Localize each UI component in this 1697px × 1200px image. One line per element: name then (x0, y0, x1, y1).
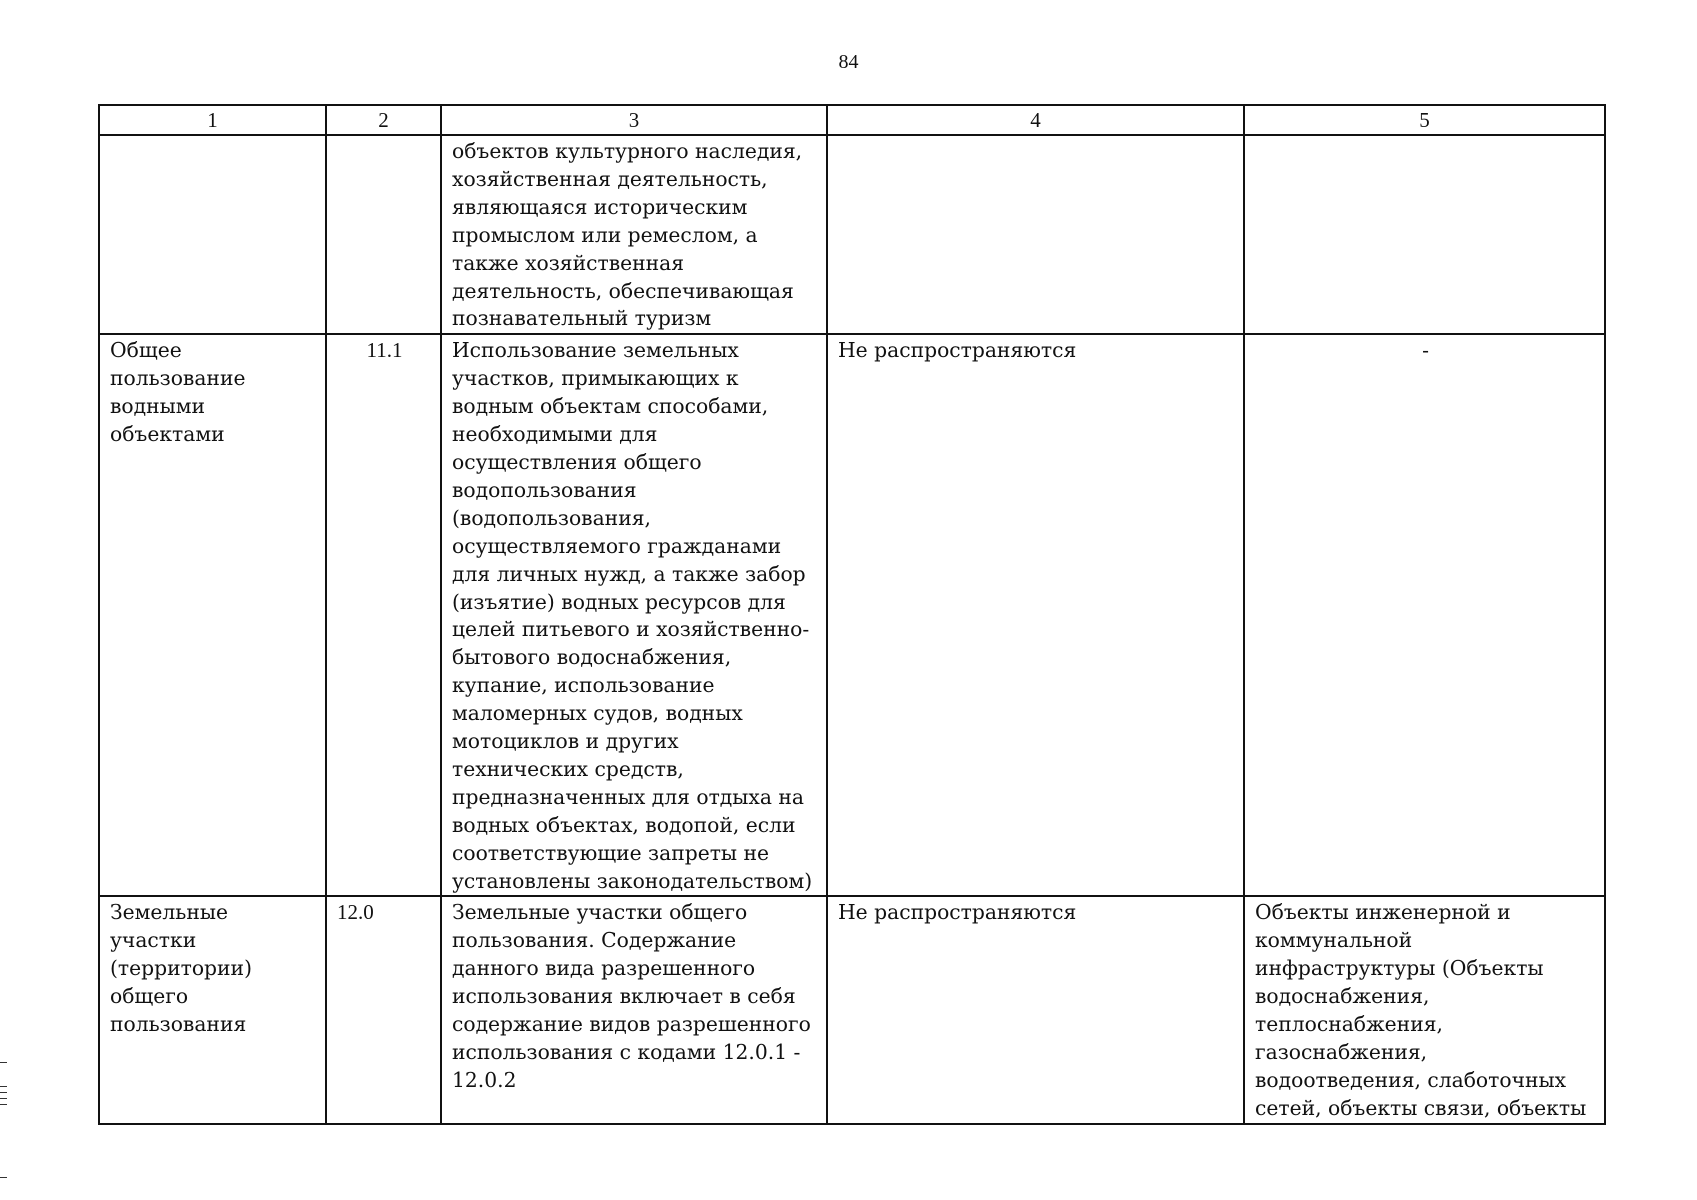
column-header-1: 1 (99, 105, 326, 135)
column-4-value: Не распространяются (838, 338, 1077, 363)
land-use-description: Использование земельных участков, примыкающих к водным объектам способами, необходимыми для осуществления общего водопользования (водопользования, осуществляемого гражданами для личных нужд, а также забор (изъятие) водных ресурсов для целей питьевого и хозяйственно-бытового водоснабжения, купание, использование маломерных судов, водных мотоциклов и других технических средств, предназначенных для отдыха на водных объектах, водопой, если соответствующие запреты не установлены законодательством) (452, 338, 813, 893)
page-number: 84 (838, 51, 859, 73)
column-header-4: 4 (827, 105, 1244, 135)
table-row (99, 135, 1605, 334)
column-5-value (1245, 136, 1604, 138)
land-use-name: Общее пользование водными объектами (110, 338, 246, 447)
scan-margin-mark (0, 1098, 7, 1099)
scan-margin-mark (0, 1104, 7, 1105)
land-use-name-cell (99, 896, 326, 1123)
table-row (99, 896, 1605, 1123)
land-use-code-cell (326, 334, 441, 896)
description-cell (441, 334, 827, 896)
column-5-cell (1244, 135, 1605, 334)
description-cell (441, 896, 827, 1123)
column-4-cell (827, 135, 1244, 334)
column-4-cell (827, 896, 1244, 1123)
scan-margin-mark (0, 1062, 7, 1063)
column-4-value: Не распространяются (838, 900, 1077, 925)
column-4-value (828, 136, 1243, 138)
table-row (99, 334, 1605, 896)
land-use-code (327, 136, 440, 138)
table-header-row (99, 105, 1605, 135)
land-use-name (100, 136, 325, 138)
column-5-value: Объекты инженерной и коммунальной инфраструктуры (Объекты водоснабжения, теплоснабжения, газоснабжения, водоотведения, слаботочных сетей, объекты связи, объекты (1255, 900, 1587, 1120)
document-table (98, 104, 1606, 1125)
land-use-description: Земельные участки общего пользования. Содержание данного вида разрешенного использования включает в себя содержание видов разрешенного использования с кодами 12.0.1 - 12.0.2 (452, 900, 811, 1092)
land-use-code: 12.0 (337, 900, 374, 925)
column-5-value: - (1422, 338, 1429, 363)
scan-margin-mark (0, 1086, 7, 1087)
land-use-name-cell (99, 334, 326, 896)
description-cell (441, 135, 827, 334)
land-use-description: объектов культурного наследия, хозяйственная деятельность, являющаяся историческим промыслом или ремеслом, а также хозяйственная деятельность, обеспечивающая познавательный туризм (452, 139, 803, 331)
scan-margin-mark (0, 1177, 7, 1178)
land-use-name: Земельные участки (территории) общего пользования (110, 900, 252, 1037)
scan-margin-mark (0, 1092, 7, 1093)
land-use-code-cell (326, 135, 441, 334)
land-use-code: 11.1 (366, 338, 403, 363)
column-header-5: 5 (1244, 105, 1605, 135)
land-use-code-cell (326, 896, 441, 1123)
column-4-cell (827, 334, 1244, 896)
column-5-cell (1244, 896, 1605, 1123)
column-header-3: 3 (441, 105, 827, 135)
column-5-cell (1244, 334, 1605, 896)
land-use-name-cell (99, 135, 326, 334)
column-header-2: 2 (326, 105, 441, 135)
